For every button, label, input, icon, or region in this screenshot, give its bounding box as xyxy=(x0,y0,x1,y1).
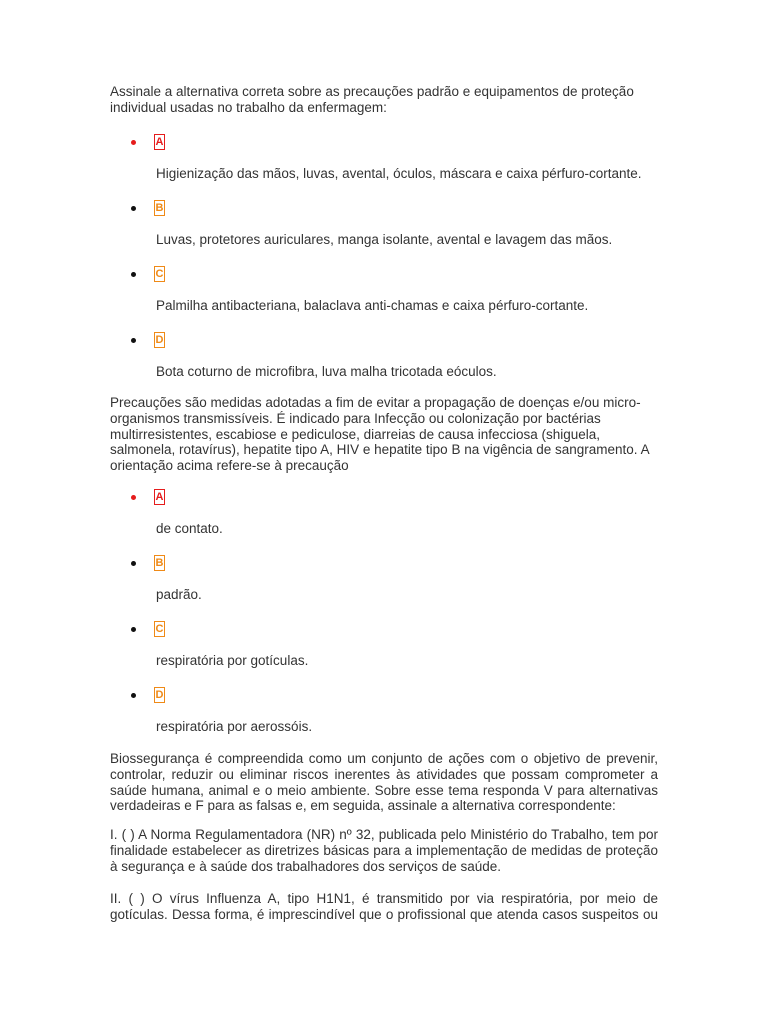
option-letter-badge: A xyxy=(155,136,164,148)
prompt-line: Precauções são medidas adotadas a fim de evitar a propagação de doenças e/ou micro- xyxy=(110,395,641,410)
question-3-prompt xyxy=(110,751,658,814)
bullet-icon xyxy=(131,627,136,632)
option-text: Bota coturno de microfibra, luva malha tricotada eóculos. xyxy=(156,364,497,379)
bullet-icon xyxy=(131,140,136,145)
prompt-line: verdadeiras e F para as falsas e, em seguida, assinale a alternativa correspondente: xyxy=(110,798,616,814)
option-a xyxy=(0,489,700,539)
option-a xyxy=(0,134,700,184)
bullet-icon xyxy=(131,495,136,500)
statement-1 xyxy=(110,827,658,874)
option-text: Higienização das mãos, luvas, avental, óculos, máscara e caixa pérfuro-cortante. xyxy=(156,166,642,181)
statement-2 xyxy=(110,891,658,923)
statement-line: à segurança e à saúde dos trabalhadores dos serviços de saúde. xyxy=(110,858,502,874)
option-c xyxy=(0,621,700,671)
bullet-icon xyxy=(131,561,136,566)
bullet-icon xyxy=(131,693,136,698)
option-letter-badge: C xyxy=(155,623,164,635)
option-b xyxy=(0,555,700,605)
question-2-prompt xyxy=(110,395,658,474)
prompt-line: Assinale a alternativa correta sobre as precauções padrão e equipamentos de proteção xyxy=(110,84,634,99)
option-text: Palmilha antibacteriana, balaclava anti-chamas e caixa pérfuro-cortante. xyxy=(156,298,589,313)
question-1-prompt xyxy=(110,84,658,116)
option-letter-badge: B xyxy=(155,557,164,569)
option-d xyxy=(0,332,700,382)
option-b xyxy=(0,200,700,250)
option-letter-badge: D xyxy=(155,689,164,701)
option-c xyxy=(0,266,700,316)
option-text: Luvas, protetores auriculares, manga isolante, avental e lavagem das mãos. xyxy=(156,232,613,247)
prompt-line: orientação acima refere-se à precaução xyxy=(110,458,349,474)
bullet-icon xyxy=(131,206,136,211)
prompt-line: Biossegurança é compreendida como um conjunto de ações com o objetivo de prevenir, xyxy=(110,751,658,766)
prompt-line: individual usadas no trabalho da enfermagem: xyxy=(110,99,387,115)
statement-line: gotículas. Dessa forma, é imprescindível que o profissional que atenda casos suspeitos ou xyxy=(110,906,658,922)
option-letter-badge: B xyxy=(155,202,164,214)
statement-line: I. ( ) A Norma Regulamentadora (NR) nº 32, publicada pelo Ministério do Trabalho, tem por xyxy=(110,827,658,842)
option-text: respiratória por aerossóis. xyxy=(156,719,313,734)
option-text: de contato. xyxy=(156,521,223,536)
option-letter-badge: C xyxy=(155,268,164,280)
statement-line: finalidade estabelecer as diretrizes básicas para a implementação de medidas de proteção xyxy=(110,842,658,858)
prompt-line: salmonela, rotavírus), hepatite tipo A, HIV e hepatite tipo B na vigência de sangramento. A xyxy=(110,442,650,458)
prompt-line: controlar, reduzir ou eliminar riscos inerentes às atividades que possam comprometer a xyxy=(110,766,658,782)
option-letter-badge: D xyxy=(155,334,164,346)
option-letter-badge: A xyxy=(155,491,164,503)
option-text: respiratória por gotículas. xyxy=(156,653,309,668)
option-d xyxy=(0,687,700,737)
option-text: padrão. xyxy=(156,587,202,602)
bullet-icon xyxy=(131,338,136,343)
prompt-line: organismos transmissíveis. É indicado para Infecção ou colonização por bactérias xyxy=(110,410,601,426)
statement-line: II. ( ) O vírus Influenza A, tipo H1N1, é transmitido por via respiratória, por meio de xyxy=(110,891,658,906)
bullet-icon xyxy=(131,272,136,277)
prompt-line: multirresistentes, escabiose e pediculose, diarreias de causa infecciosa (shiguela, xyxy=(110,426,601,442)
prompt-line: saúde humana, animal e o meio ambiente. Sobre esse tema responda V para alternativas xyxy=(110,782,658,798)
